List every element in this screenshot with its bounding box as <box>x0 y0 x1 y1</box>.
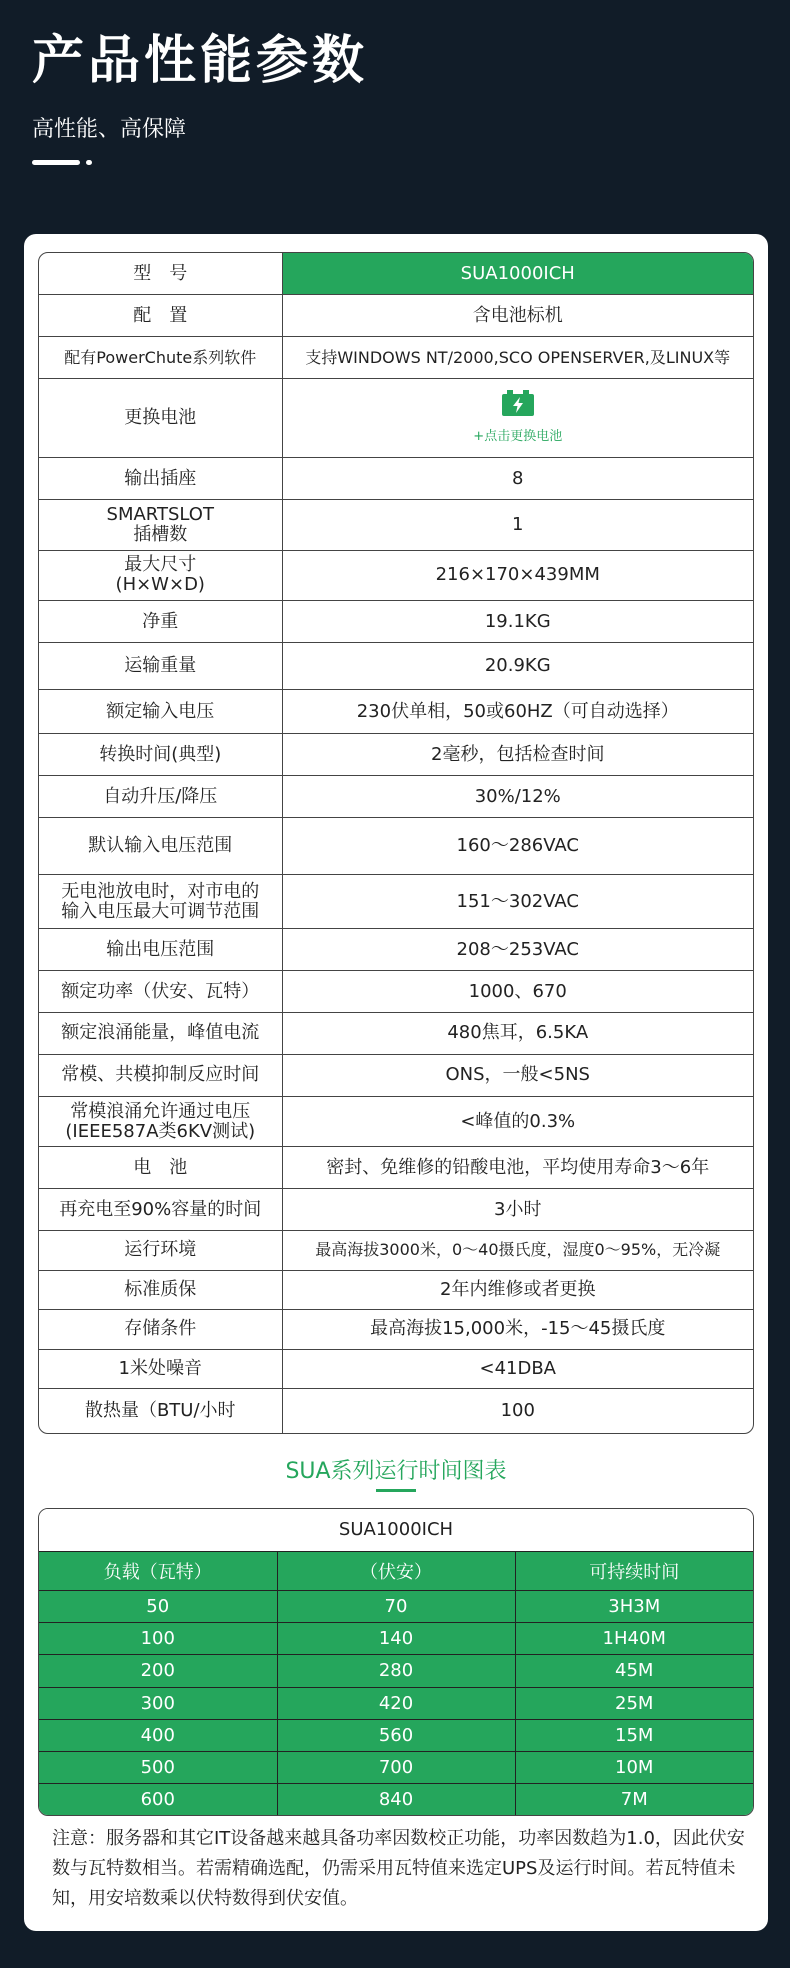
spec-key: 自动升压/降压 <box>39 776 282 818</box>
spec-key: 配有PowerChute系列软件 <box>39 337 282 379</box>
spec-row <box>39 874 753 928</box>
spec-table <box>38 252 754 1434</box>
spec-row <box>39 818 753 875</box>
spec-row <box>39 1096 753 1147</box>
spec-value: 最高海拔3000米，0～40摄氏度，湿度0～95%，无冷凝 <box>282 1231 753 1270</box>
load-watts-cell: 300 <box>39 1687 277 1719</box>
spec-row <box>39 929 753 971</box>
runtime-chart-title: SUA系列运行时间图表 <box>285 1459 507 1484</box>
load-watts-cell: 100 <box>39 1623 277 1655</box>
va-cell: 560 <box>277 1719 515 1751</box>
runtime-row <box>39 1687 753 1719</box>
va-cell: 140 <box>277 1623 515 1655</box>
runtime-cell: 7M <box>515 1784 753 1815</box>
spec-value: 151～302VAC <box>282 874 753 928</box>
spec-value: ONS，一般<5NS <box>282 1054 753 1096</box>
runtime-header-row <box>39 1551 753 1590</box>
spec-row <box>39 1054 753 1096</box>
load-watts-cell: 400 <box>39 1719 277 1751</box>
load-watts-cell: 200 <box>39 1655 277 1687</box>
spec-row <box>39 295 753 337</box>
runtime-row <box>39 1751 753 1783</box>
runtime-row <box>39 1719 753 1751</box>
runtime-row <box>39 1655 753 1687</box>
spec-key: 运行环境 <box>39 1231 282 1270</box>
spec-row <box>39 1147 753 1189</box>
spec-row <box>39 1231 753 1270</box>
va-cell: 840 <box>277 1784 515 1815</box>
spec-value: 8 <box>282 458 753 500</box>
spec-key: 额定功率（伏安、瓦特） <box>39 971 282 1013</box>
spec-key: 无电池放电时，对市电的 输入电压最大可调节范围 <box>39 874 282 928</box>
va-cell: 280 <box>277 1655 515 1687</box>
runtime-model-row <box>39 1509 753 1551</box>
spec-key: 转换时间(典型) <box>39 734 282 776</box>
spec-value: 19.1KG <box>282 601 753 643</box>
spec-value: 2毫秒，包括检查时间 <box>282 734 753 776</box>
spec-value: 支持WINDOWS NT/2000,SCO OPENSERVER,及LINUX等 <box>282 337 753 379</box>
footnote: 注意：服务器和其它IT设备越来越具备功率因数校正功能，功率因数趋为1.0，因此伏安数与瓦特数相当。若需精确选配，仍需采用瓦特值来选定UPS及运行时间。若瓦特值未知，用安培数乘以伏特数得到伏安值。 <box>52 1828 745 1909</box>
spec-value: <41DBA <box>282 1349 753 1388</box>
spec-row <box>39 601 753 643</box>
content-card <box>24 234 768 1931</box>
load-watts-cell: 600 <box>39 1784 277 1815</box>
spec-row <box>39 337 753 379</box>
page-subtitle: 高性能、高保障 <box>32 117 187 142</box>
spec-row <box>39 1189 753 1231</box>
spec-key: 净重 <box>39 601 282 643</box>
spec-value: 2年内维修或者更换 <box>282 1270 753 1309</box>
runtime-cell: 15M <box>515 1719 753 1751</box>
spec-key: SMARTSLOT 插槽数 <box>39 500 282 551</box>
spec-value: 1 <box>282 500 753 551</box>
spec-row <box>39 550 753 601</box>
spec-value: 100 <box>500 1400 535 1422</box>
header-load-watts: 负载（瓦特） <box>39 1551 277 1590</box>
spec-value: 208～253VAC <box>282 929 753 971</box>
spec-value: 160～286VAC <box>282 818 753 875</box>
spec-row <box>39 1389 753 1433</box>
spec-row <box>39 379 753 458</box>
spec-value: 密封、免维修的铅酸电池，平均使用寿命3～6年 <box>282 1147 753 1189</box>
runtime-cell: 1H40M <box>515 1623 753 1655</box>
spec-value: 230伏单相，50或60HZ（可自动选择） <box>282 689 753 733</box>
runtime-row <box>39 1623 753 1655</box>
spec-key: 最大尺寸 (H×W×D) <box>39 550 282 601</box>
spec-key: 1米处噪音 <box>39 1349 282 1388</box>
runtime-cell: 3H3M <box>515 1590 753 1622</box>
spec-row <box>39 253 753 295</box>
va-cell: 420 <box>277 1687 515 1719</box>
hero-header <box>32 28 752 143</box>
replace-battery-cell[interactable] <box>282 379 753 458</box>
spec-value: SUA1000ICH <box>282 253 753 295</box>
spec-row <box>39 1310 753 1349</box>
spec-value: 1000、670 <box>282 971 753 1013</box>
spec-key: 配 置 <box>39 295 282 337</box>
spec-row <box>39 734 753 776</box>
spec-value: 最高海拔15,000米，-15～45摄氏度 <box>282 1310 753 1349</box>
spec-key: 电 池 <box>39 1147 282 1189</box>
spec-key: 运输重量 <box>39 643 282 690</box>
spec-value: 216×170×439MM <box>282 550 753 601</box>
runtime-cell: 10M <box>515 1751 753 1783</box>
runtime-table <box>38 1508 754 1816</box>
spec-value: <峰值的0.3% <box>282 1096 753 1147</box>
va-cell: 700 <box>277 1751 515 1783</box>
spec-row <box>39 689 753 733</box>
runtime-cell: 45M <box>515 1655 753 1687</box>
spec-row <box>39 971 753 1013</box>
spec-key: 输出电压范围 <box>39 929 282 971</box>
runtime-row <box>39 1784 753 1815</box>
spec-key: 再充电至90%容量的时间 <box>39 1189 282 1231</box>
spec-key: 额定浪涌能量，峰值电流 <box>39 1012 282 1054</box>
spec-key: 存储条件 <box>39 1310 282 1349</box>
spec-key: 常模、共模抑制反应时间 <box>39 1054 282 1096</box>
spec-value: 3小时 <box>282 1189 753 1231</box>
runtime-title-underline <box>376 1489 416 1492</box>
spec-key: 额定输入电压 <box>39 689 282 733</box>
spec-row <box>39 458 753 500</box>
header-va: （伏安） <box>277 1551 515 1590</box>
spec-value: 480焦耳，6.5KA <box>282 1012 753 1054</box>
runtime-row <box>39 1590 753 1622</box>
spec-key: 更换电池 <box>39 379 282 458</box>
spec-row <box>39 643 753 690</box>
spec-value: 含电池标机 <box>282 295 753 337</box>
spec-row <box>39 500 753 551</box>
spec-key: 输出插座 <box>39 458 282 500</box>
spec-key: 型 号 <box>39 253 282 295</box>
title-underline-dot <box>86 160 92 165</box>
replace-battery-link[interactable]: +点击更换电池 <box>473 428 563 444</box>
runtime-cell: 25M <box>515 1687 753 1719</box>
load-watts-cell: 50 <box>39 1590 277 1622</box>
spec-key: 常模浪涌允许通过电压 (IEEE587A类6KV测试) <box>39 1096 282 1147</box>
title-underline <box>32 160 80 165</box>
spec-row <box>39 1349 753 1388</box>
spec-value: 20.9KG <box>282 643 753 690</box>
spec-row <box>39 1012 753 1054</box>
spec-key: 散热量（BTU/小时 <box>39 1389 282 1433</box>
header-runtime: 可持续时间 <box>515 1551 753 1590</box>
runtime-model: SUA1000ICH <box>39 1509 753 1551</box>
load-watts-cell: 500 <box>39 1751 277 1783</box>
battery-icon[interactable] <box>502 390 534 416</box>
va-cell: 70 <box>277 1590 515 1622</box>
spec-row <box>39 1270 753 1309</box>
page-title: 产品性能参数 <box>32 31 369 91</box>
spec-key: 默认输入电压范围 <box>39 818 282 875</box>
spec-value: 30%/12% <box>282 776 753 818</box>
spec-row <box>39 776 753 818</box>
spec-key: 标准质保 <box>39 1270 282 1309</box>
